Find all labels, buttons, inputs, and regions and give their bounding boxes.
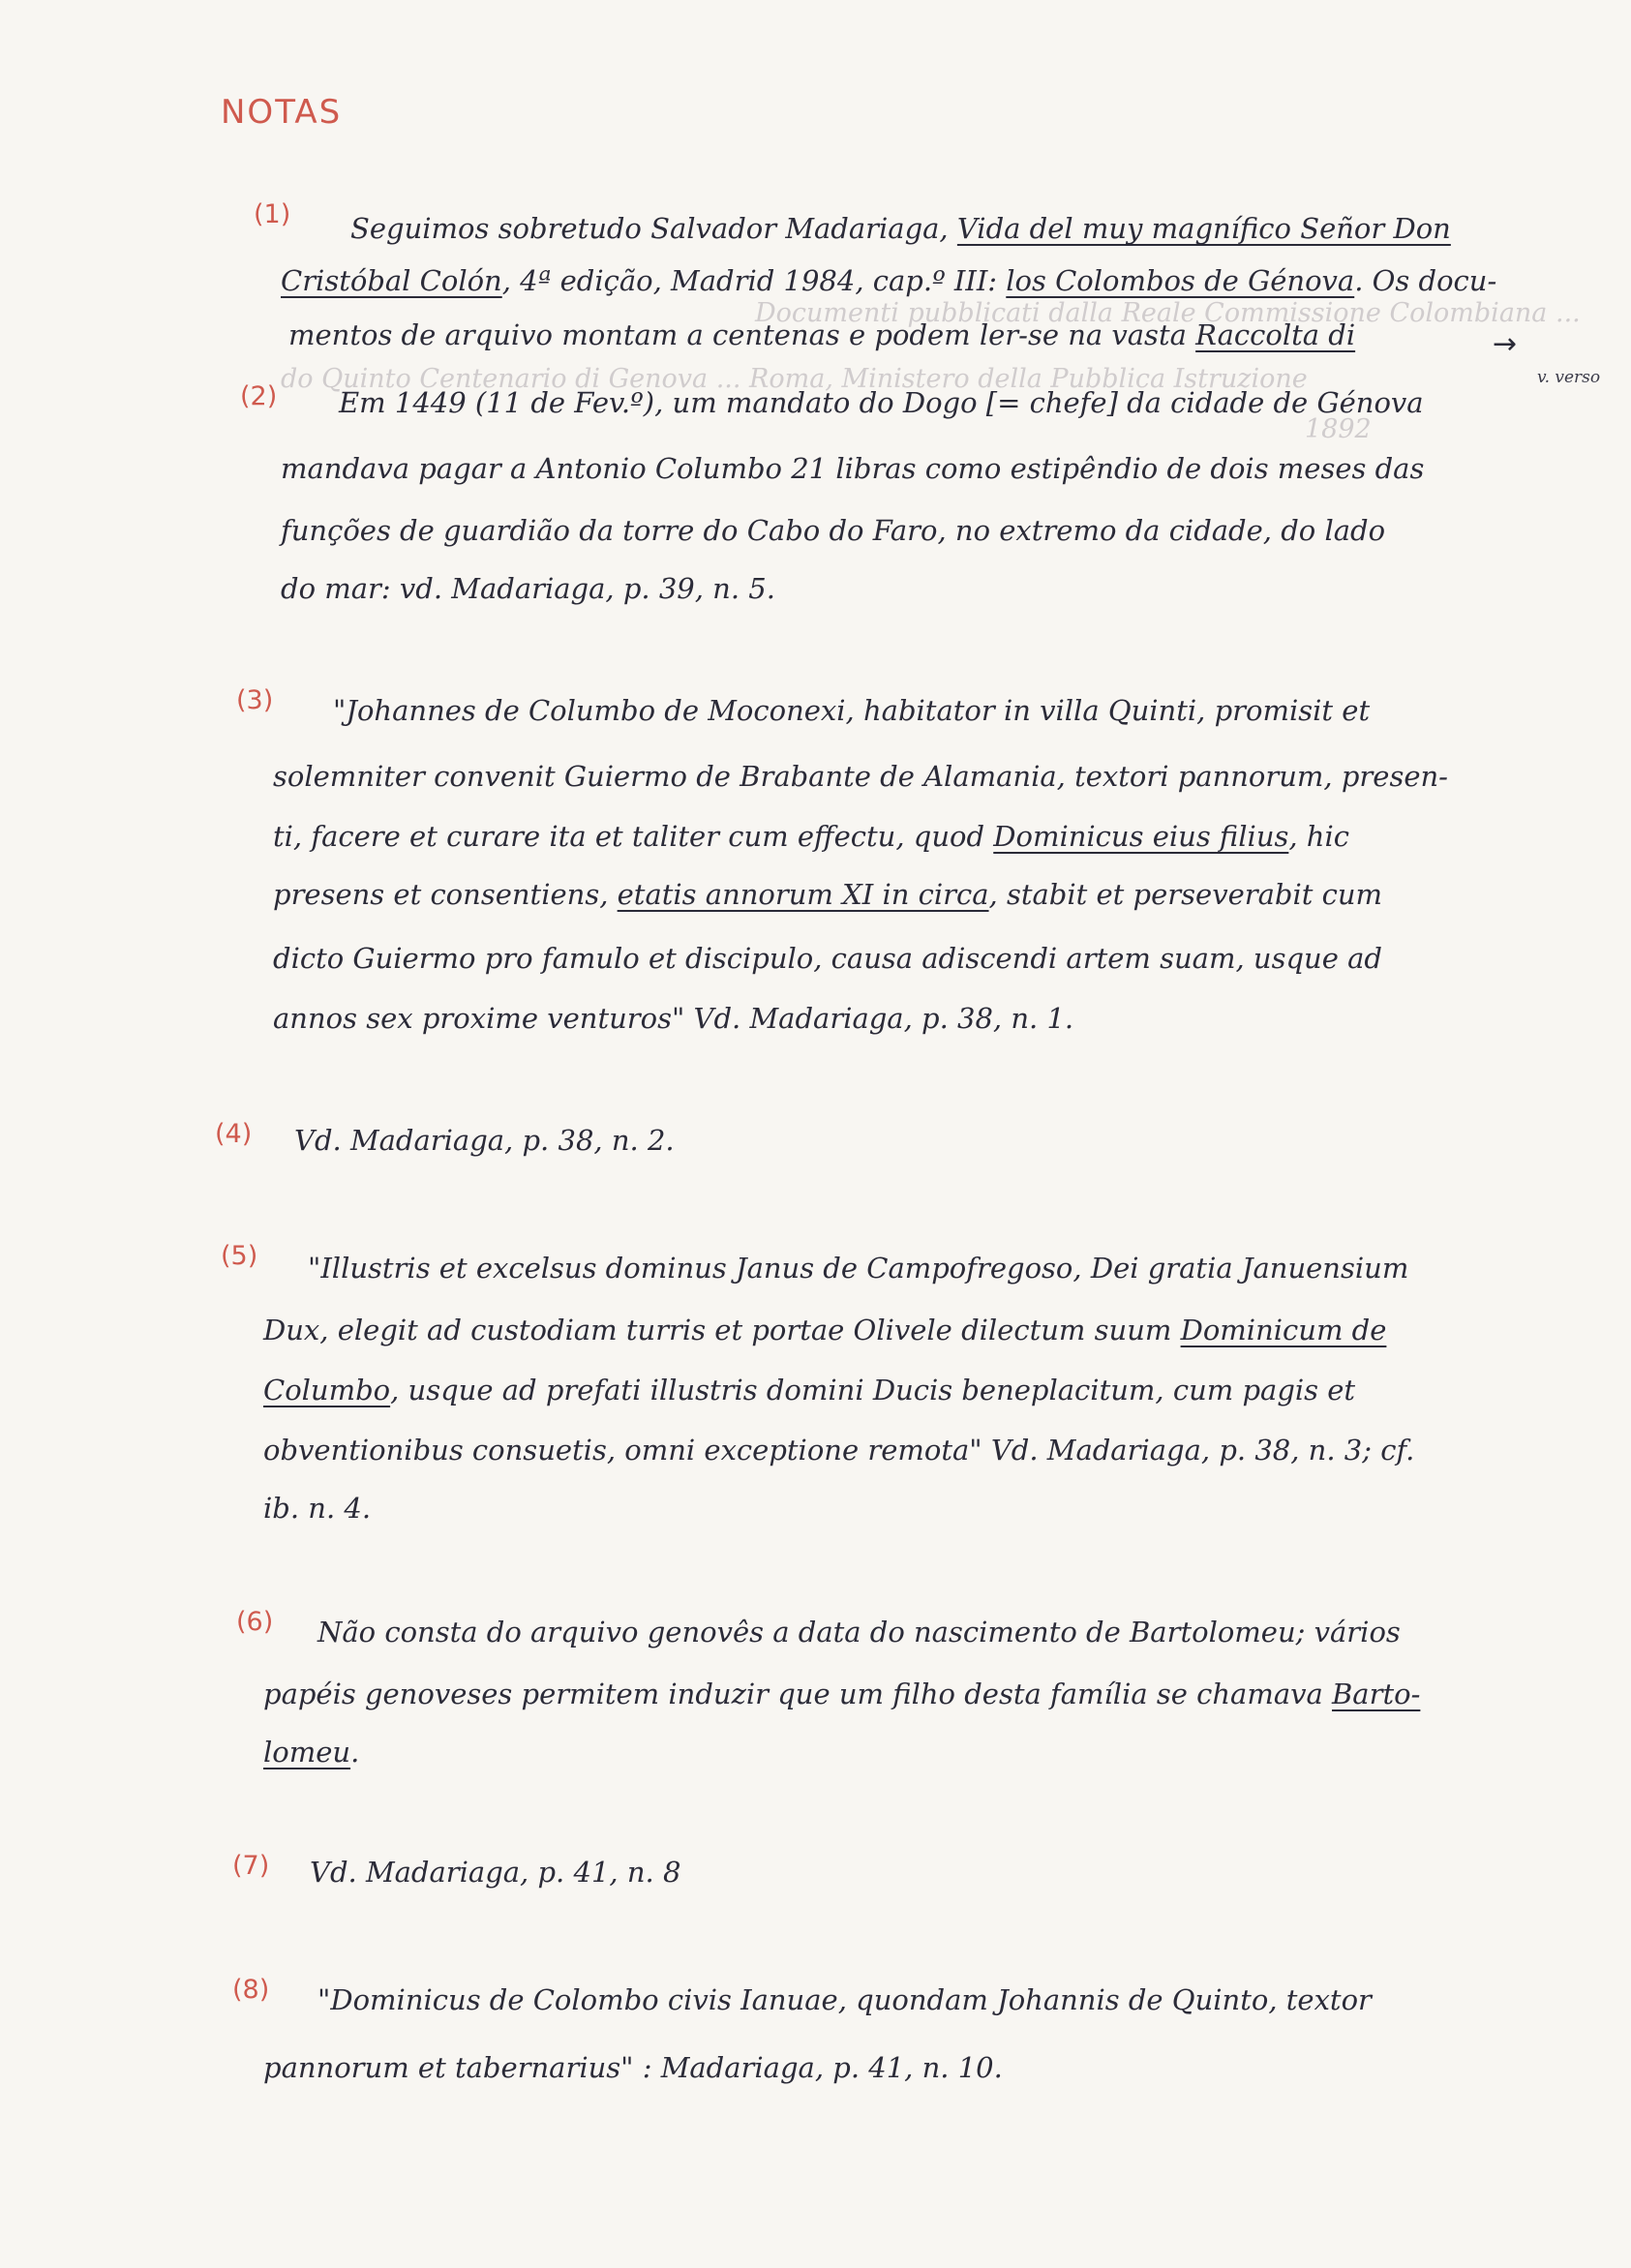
note-number: (4) xyxy=(215,1119,253,1149)
note-number: (1) xyxy=(254,199,291,229)
bleed-through-line-3: 1892 xyxy=(1305,414,1372,444)
note-line: pannorum et tabernarius" : Madariaga, p. 41, n. 10. xyxy=(263,2051,1003,2084)
note-line: Não consta do arquivo genovês a data do nascimento de Bartolomeu; vários xyxy=(317,1616,1401,1648)
note-text: , hic xyxy=(1288,820,1350,853)
note-number: (6) xyxy=(236,1607,274,1637)
bleed-through-line-2: do Quinto Centenario di Genova ... Roma, Ministero della Pubblica Istruzione xyxy=(281,364,1308,394)
note-line: obventionibus consuetis, omni exceptione remota" Vd. Madariaga, p. 38, n. 3; cf. xyxy=(263,1434,1415,1467)
note-text: . Os docu- xyxy=(1354,264,1497,297)
note-text: mentos de arquivo montam a centenas e podem ler-se na vasta xyxy=(288,318,1196,351)
note-line: Em 1449 (11 de Fev.º), um mandato do Dogo [= chefe] da cidade de Génova xyxy=(339,386,1424,419)
underlined-phrase: Dominicum de xyxy=(1180,1314,1387,1346)
note-text: Seguimos sobretudo Salvador Madariaga, xyxy=(350,212,957,245)
note-text: . xyxy=(350,1736,360,1769)
note-line xyxy=(263,1677,1420,1711)
note-number: (5) xyxy=(221,1241,258,1271)
note-line xyxy=(350,211,1451,246)
note-line: "Johannes de Columbo de Moconexi, habitator in villa Quinti, promisit et xyxy=(333,694,1371,727)
note-line xyxy=(288,318,1355,352)
underlined-phrase: etatis annorum XI in circa xyxy=(617,878,989,911)
note-line: do mar: vd. Madariaga, p. 39, n. 5. xyxy=(281,572,775,605)
underlined-phrase: Barto- xyxy=(1332,1678,1421,1710)
note-line: solemniter convenit Guiermo de Brabante de Alamania, textori pannorum, presen- xyxy=(273,760,1448,793)
note-line xyxy=(263,1373,1355,1407)
note-number: (8) xyxy=(232,1975,270,2005)
underlined-phrase: lomeu xyxy=(263,1736,351,1769)
note-line: funções de guardião da torre do Cabo do Faro, no extremo da cidade, do lado xyxy=(281,514,1386,547)
note-number: (2) xyxy=(240,381,278,411)
note-number: (3) xyxy=(236,685,274,715)
chapter-title: los Colombos de Génova xyxy=(1006,264,1355,297)
note-text: Dux, elegit ad custodiam turris et portae Olivele dilectum suum xyxy=(263,1314,1181,1346)
note-text: , stabit et perseverabit cum xyxy=(988,878,1383,911)
book-title: Vida del muy magnífico Señor Don xyxy=(956,212,1451,245)
bleed-through-line-1: Documenti pubblicati dalla Reale Commissione Colombiana ... xyxy=(755,298,1581,328)
note-line: "Dominicus de Colombo civis Ianuae, quondam Johannis de Quinto, textor xyxy=(317,1983,1372,2016)
note-number: (7) xyxy=(232,1851,270,1881)
note-line xyxy=(263,1313,1386,1347)
note-line xyxy=(273,819,1349,854)
note-text: , 4ª edição, Madrid 1984, cap.º III: xyxy=(501,264,1007,297)
note-text: , usque ad prefati illustris domini Ducis beneplacitum, cum pagis et xyxy=(390,1374,1356,1406)
book-title: Cristóbal Colón xyxy=(281,264,502,297)
note-text: papéis genoveses permitem induzir que um filho desta família se chamava xyxy=(263,1678,1332,1710)
note-line: Vd. Madariaga, p. 41, n. 8 xyxy=(310,1856,681,1889)
underlined-phrase: Dominicus eius filius xyxy=(993,820,1289,853)
underlined-phrase: Columbo xyxy=(263,1374,391,1406)
arrow-right-icon: → xyxy=(1493,327,1518,361)
note-text: ti, facere et curare ita et taliter cum effectu, quod xyxy=(273,820,994,853)
note-line xyxy=(281,263,1496,298)
note-line: annos sex proxime venturos" Vd. Madariaga, p. 38, n. 1. xyxy=(273,1002,1074,1035)
note-line xyxy=(263,1735,359,1769)
note-line: Vd. Madariaga, p. 38, n. 2. xyxy=(294,1124,675,1157)
note-line: dicto Guiermo pro famulo et discipulo, causa adiscendi artem suam, usque ad xyxy=(273,942,1382,975)
note-text: presens et consentiens, xyxy=(273,878,618,911)
note-line: "Illustris et excelsus dominus Janus de Campofregoso, Dei gratia Januensium xyxy=(308,1252,1409,1285)
page-title: NOTAS xyxy=(221,93,343,132)
collection-title: Raccolta di xyxy=(1195,318,1356,351)
note-line: mandava pagar a Antonio Columbo 21 libras como estipêndio de dois meses das xyxy=(281,452,1425,485)
margin-note: v. verso xyxy=(1537,368,1601,387)
note-line: ib. n. 4. xyxy=(263,1492,372,1525)
note-line xyxy=(273,877,1382,912)
